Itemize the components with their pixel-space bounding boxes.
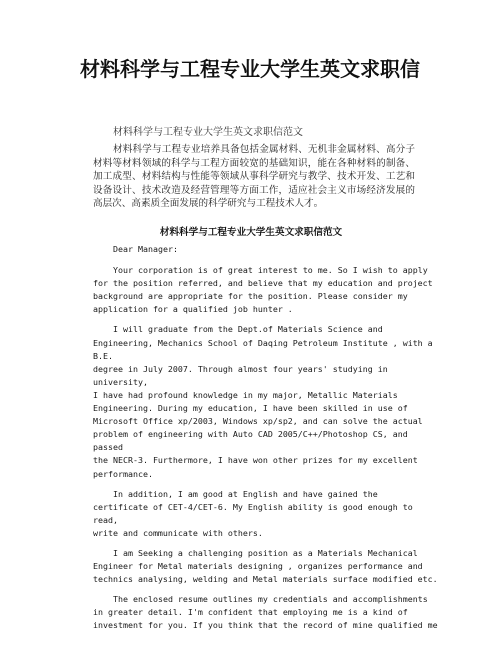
page-title: 材料科学与工程专业大学生英文求职信 — [80, 57, 420, 81]
letter-paragraph: Your corporation is of great interest to me. So I wish to apply for the position referred, and believe that my education and project background are appropriate for the position. Please consider my application for a qualified job hunter . — [93, 265, 433, 315]
letter-paragraph: I am Seeking a challenging position as a Materials Mechanical Engineer for Metal materials designing , organizes performance and technics analysing, welding and Metal materials surface modified etc. — [93, 547, 438, 585]
letter-paragraph: I will graduate from the Dept.of Materials Science and Engineering, Mechanics School of Daqing Petroleum Institute , with a B.E. degree in July 2007. Through almost four years' studying in university, I have had profound knowledge in my major, Metallic Materials Engineering. During my education, I have been skilled in use of Microsoft Office xp/2003, Windows xp/sp2, and can solve the actual problem of engineering with Auto CAD 2005/C++/Photoshop CS, and passed the NECR-3. Furthermore, I have won other prizes for my excellent performance. — [93, 324, 433, 479]
document-subtitle: 材料科学与工程专业大学生英文求职信范文 — [113, 127, 303, 138]
cover-letter — [93, 243, 438, 640]
letter-paragraph: In addition, I am good at English and have gained the certificate of CET-4/CET-6. My English ability is good enough to read, write and communicate with others. — [93, 488, 413, 538]
letter-paragraph: The enclosed resume outlines my credentials and accomplishments in greater detail. I'm confident that employing me is a kind of investment for you. If you think that the record of mine qualified me — [93, 594, 438, 631]
letter-salutation: Dear Manager: — [113, 244, 178, 254]
intro-paragraph: 材料科学与工程专业培养具备包括金属材料、无机非金属材料、高分子材料等材料领域的科学与工程方面较宽的基础知识，能在各种材料的制备、加工成型、材料结构与性能等领域从事科学研究与教学、技术开发、工艺和设备设计、技术改造及经营管理等方面工作，适应社会主义市场经济发展的高层次、高素质全面发展的科学研究与工程技术人才。 — [93, 144, 415, 210]
section-heading: 材料科学与工程专业大学生英文求职信范文 — [159, 227, 343, 238]
